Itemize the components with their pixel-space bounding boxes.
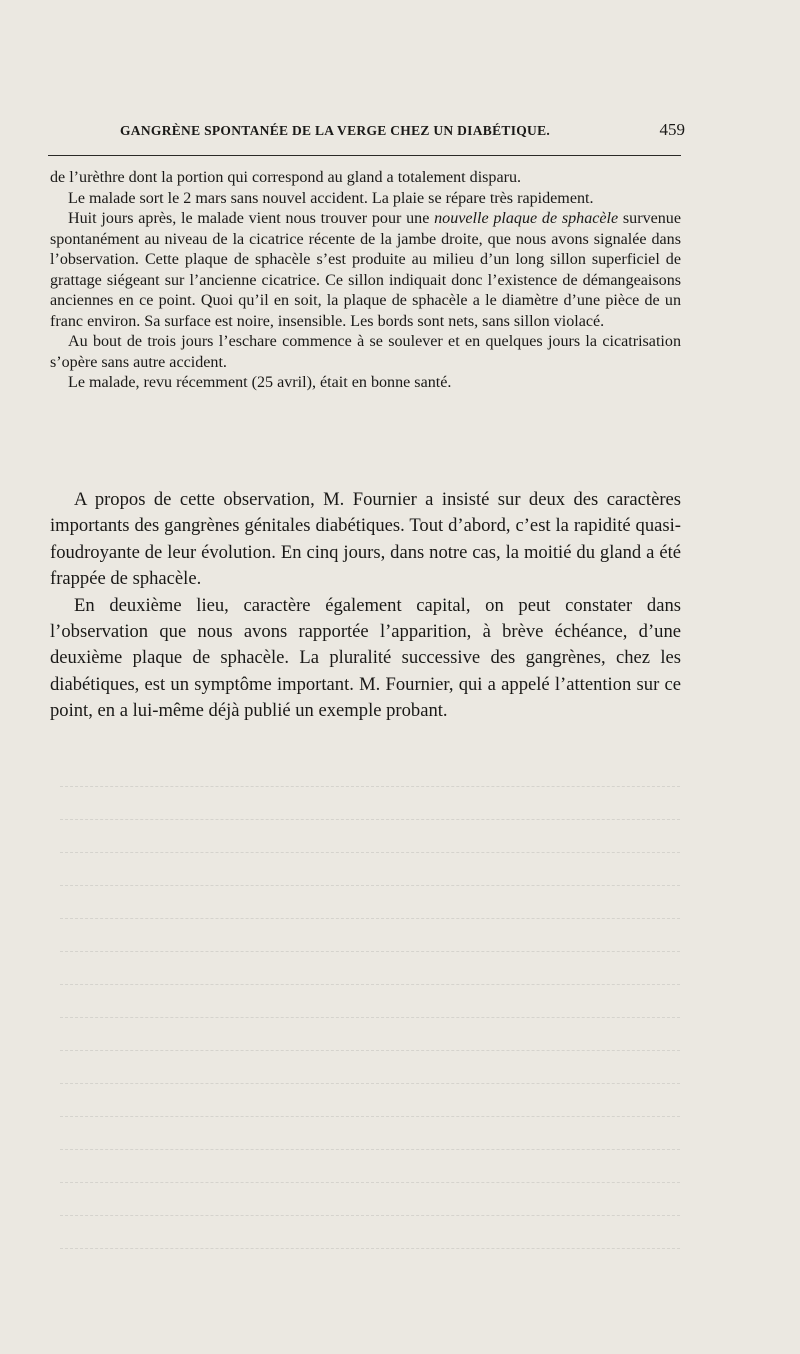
paragraph: Au bout de trois jours l’eschare commence à se soulever et en quelques jours la cicatrisation s’opère sans autre accident. xyxy=(50,333,681,371)
paragraph xyxy=(50,209,681,332)
italic-text: nouvelle plaque de sphacèle xyxy=(434,210,619,227)
page-number: 459 xyxy=(659,120,685,139)
paragraph: Le malade sort le 2 mars sans nouvel accident. La plaie se répare très rapidement. xyxy=(68,189,594,207)
paragraph-text: Huit jours après, le malade vient nous trouver pour une xyxy=(68,210,435,227)
paragraph: Le malade, revu récemment (25 avril), était en bonne santé. xyxy=(68,374,452,391)
header-rule xyxy=(48,155,681,156)
observation-text xyxy=(50,168,681,394)
paragraph: En deuxième lieu, caractère également capital, on peut constater dans l’observation que nous avons rapportée l’apparition, à brève échéance, d’une deuxième plaque de sphacèle. La pluralité successive des gangrènes, chez les diabétiques, est un symptôme important. M. Fournier, qui a appelé l’attention sur ce point, en a lui-même déjà publié un exemple probant. xyxy=(50,594,681,722)
paragraph-text: survenue spontanément au niveau de la cicatrice récente de la jambe droite, que nous avons signalée dans l’observation. Cette plaque de sphacèle s’est produite au milieu d’un long sillon superficiel de grattage siégeant sur l’ancienne cicatrice. Ce sillon indiquait donc l’existence de démangeaisons anciennes en ce point. Quoi qu’il en soit, la plaque de sphacèle a le diamètre d’une pièce de un franc environ. Sa surface est noire, insensible. Les bords sont nets, sans sillon violacé. xyxy=(50,210,681,330)
paragraph: de l’urèthre dont la portion qui correspond au gland a totalement disparu. xyxy=(50,169,522,186)
running-title: GANGRÈNE SPONTANÉE DE LA VERGE CHEZ UN DIABÉTIQUE. xyxy=(120,123,551,138)
show-through-texture xyxy=(60,760,680,1280)
commentary-text xyxy=(50,487,681,725)
paragraph: A propos de cette observation, M. Fournier a insisté sur deux des caractères importants des gangrènes génitales diabétiques. Tout d’abord, c’est la rapidité quasi-foudroyante de leur évolution. En cinq jours, dans notre cas, la moitié du gland a été frappée de sphacèle. xyxy=(50,489,681,590)
page-header xyxy=(120,119,685,143)
